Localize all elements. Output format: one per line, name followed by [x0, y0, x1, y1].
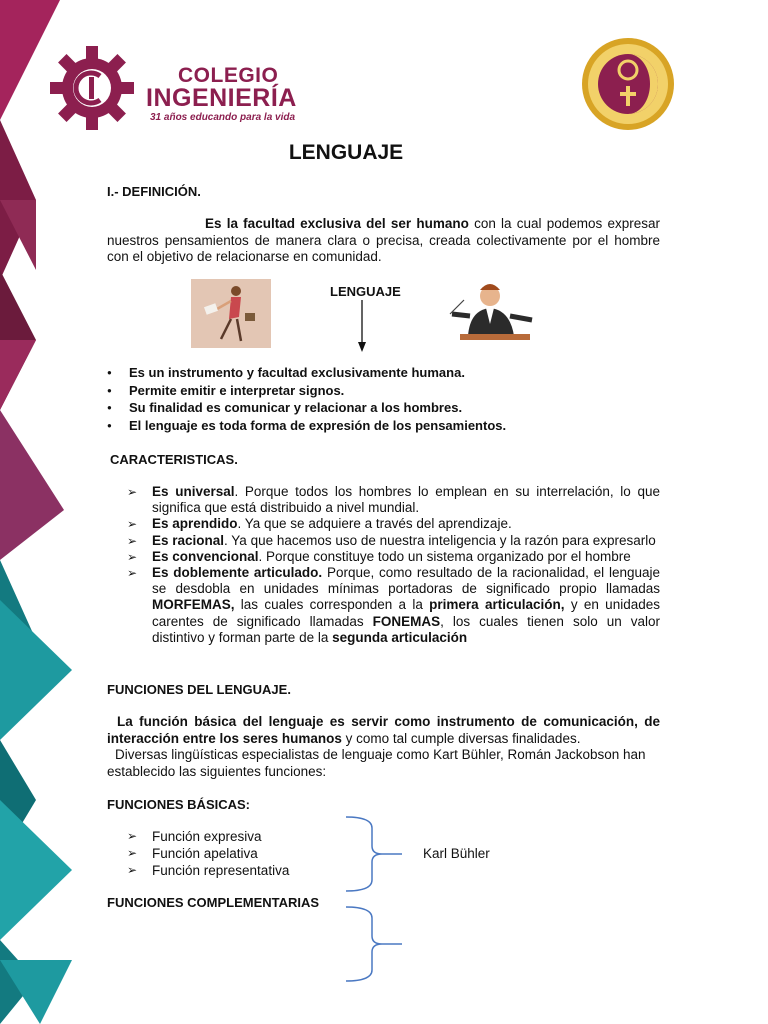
list-item: ● El lenguaje es toda forma de expresión de los pensamientos.: [129, 417, 659, 435]
list-item: ➢ Función apelativa: [152, 845, 289, 862]
characteristics-list: [107, 484, 660, 646]
functions-intro-rest: y como tal cumple diversas finalidades.: [341, 730, 581, 746]
list-item: ● Permite emitir e interpretar signos.: [129, 382, 659, 400]
item-text: Porque, como resultado de la racionalidad, el lenguaje se desdobla en unidades mínimas portadoras de significado propio llamadas: [152, 565, 660, 597]
walking-woman-illustration: [191, 279, 271, 348]
item-text: . Ya que hacemos uso de nuestra inteligencia y la razón para expresarlo: [224, 532, 656, 548]
item-term: Es doblemente articulado.: [152, 565, 323, 581]
functions-heading: FUNCIONES DEL LENGUAJE.: [107, 682, 291, 697]
conductor-man-illustration: [440, 280, 544, 344]
definition-paragraph: [107, 216, 660, 266]
logo-line-2: INGENIERÍA: [146, 84, 297, 112]
item-term: primera articulación,: [429, 597, 565, 613]
lenguaje-bullets: [107, 364, 659, 434]
brace-basic-icon: [344, 816, 404, 892]
page-title: LENGUAJE: [288, 141, 404, 164]
functions-intro-bold: La función básica del lenguaje es servir como instrumento de comunicación, de interacción entre los seres humanos: [107, 714, 660, 746]
item-term: Es convencional: [152, 548, 259, 564]
logo-line-1: COLEGIO: [178, 64, 279, 87]
item-text: . Porque constituye todo un sistema organizado por el hombre: [258, 548, 631, 564]
functions-paragraph-2: Diversas lingüísticas especialistas de lenguaje como Kart Bühler, Román Jackobson han establecido las siguientes funciones:: [107, 747, 646, 779]
school-seal-icon: [580, 36, 676, 132]
list-item: [152, 484, 660, 516]
characteristics-heading: CARACTERISTICAS.: [110, 452, 238, 467]
complementary-functions-heading: FUNCIONES COMPLEMENTARIAS: [107, 895, 320, 910]
definition-heading: I.- DEFINICIÓN.: [107, 184, 201, 199]
item-text: y en unidades carentes de significado llamadas: [152, 597, 660, 629]
list-item: [152, 565, 660, 646]
list-item: ● Es un instrumento y facultad exclusivamente humana.: [129, 364, 659, 382]
item-term: FONEMAS: [372, 613, 441, 629]
diagram-label: LENGUAJE: [330, 284, 401, 299]
item-term: Es universal: [152, 484, 235, 499]
gear-logo-icon: [48, 44, 136, 132]
list-item: ● Su finalidad es comunicar y relacionar a los hombres.: [129, 399, 659, 417]
functions-intro: [107, 714, 660, 747]
list-item: [152, 549, 660, 565]
brace-complementary-icon: [344, 906, 404, 982]
item-text: las cuales corresponden a la: [234, 597, 430, 613]
list-item: [152, 516, 660, 532]
item-text: . Ya que se adquiere a través del aprendizaje.: [237, 516, 512, 532]
logo-tagline: 31 años educando para la vida: [150, 112, 296, 123]
item-term: Es racional: [152, 532, 225, 548]
definition-rest: con la cual podemos expresar nuestros pensamientos de manera clara o precisa, creada colectivamente por el hombre con el objetivo de relacionarse en comunidad.: [107, 216, 660, 264]
item-text: , los cuales tienen solo un valor distintivo y forman parte de la: [152, 613, 660, 645]
definition-bold: Es la facultad exclusiva del ser humano: [205, 216, 469, 231]
item-term: segunda articulación: [332, 629, 468, 645]
item-term: MORFEMAS,: [152, 597, 235, 613]
item-text: . Porque todos los hombres lo emplean en su interrelación, lo que significa que está distribuido a nivel mundial.: [152, 484, 661, 516]
list-item: ➢ Función representativa: [152, 862, 289, 879]
basic-functions-list: [107, 828, 289, 879]
down-arrow-icon: [355, 300, 369, 352]
basic-functions-heading: FUNCIONES BÁSICAS:: [107, 797, 251, 812]
item-term: Es aprendido: [152, 516, 238, 532]
list-item: ➢ Función expresiva: [152, 828, 289, 845]
author-label: Karl Bühler: [423, 846, 490, 861]
list-item: [152, 533, 660, 549]
